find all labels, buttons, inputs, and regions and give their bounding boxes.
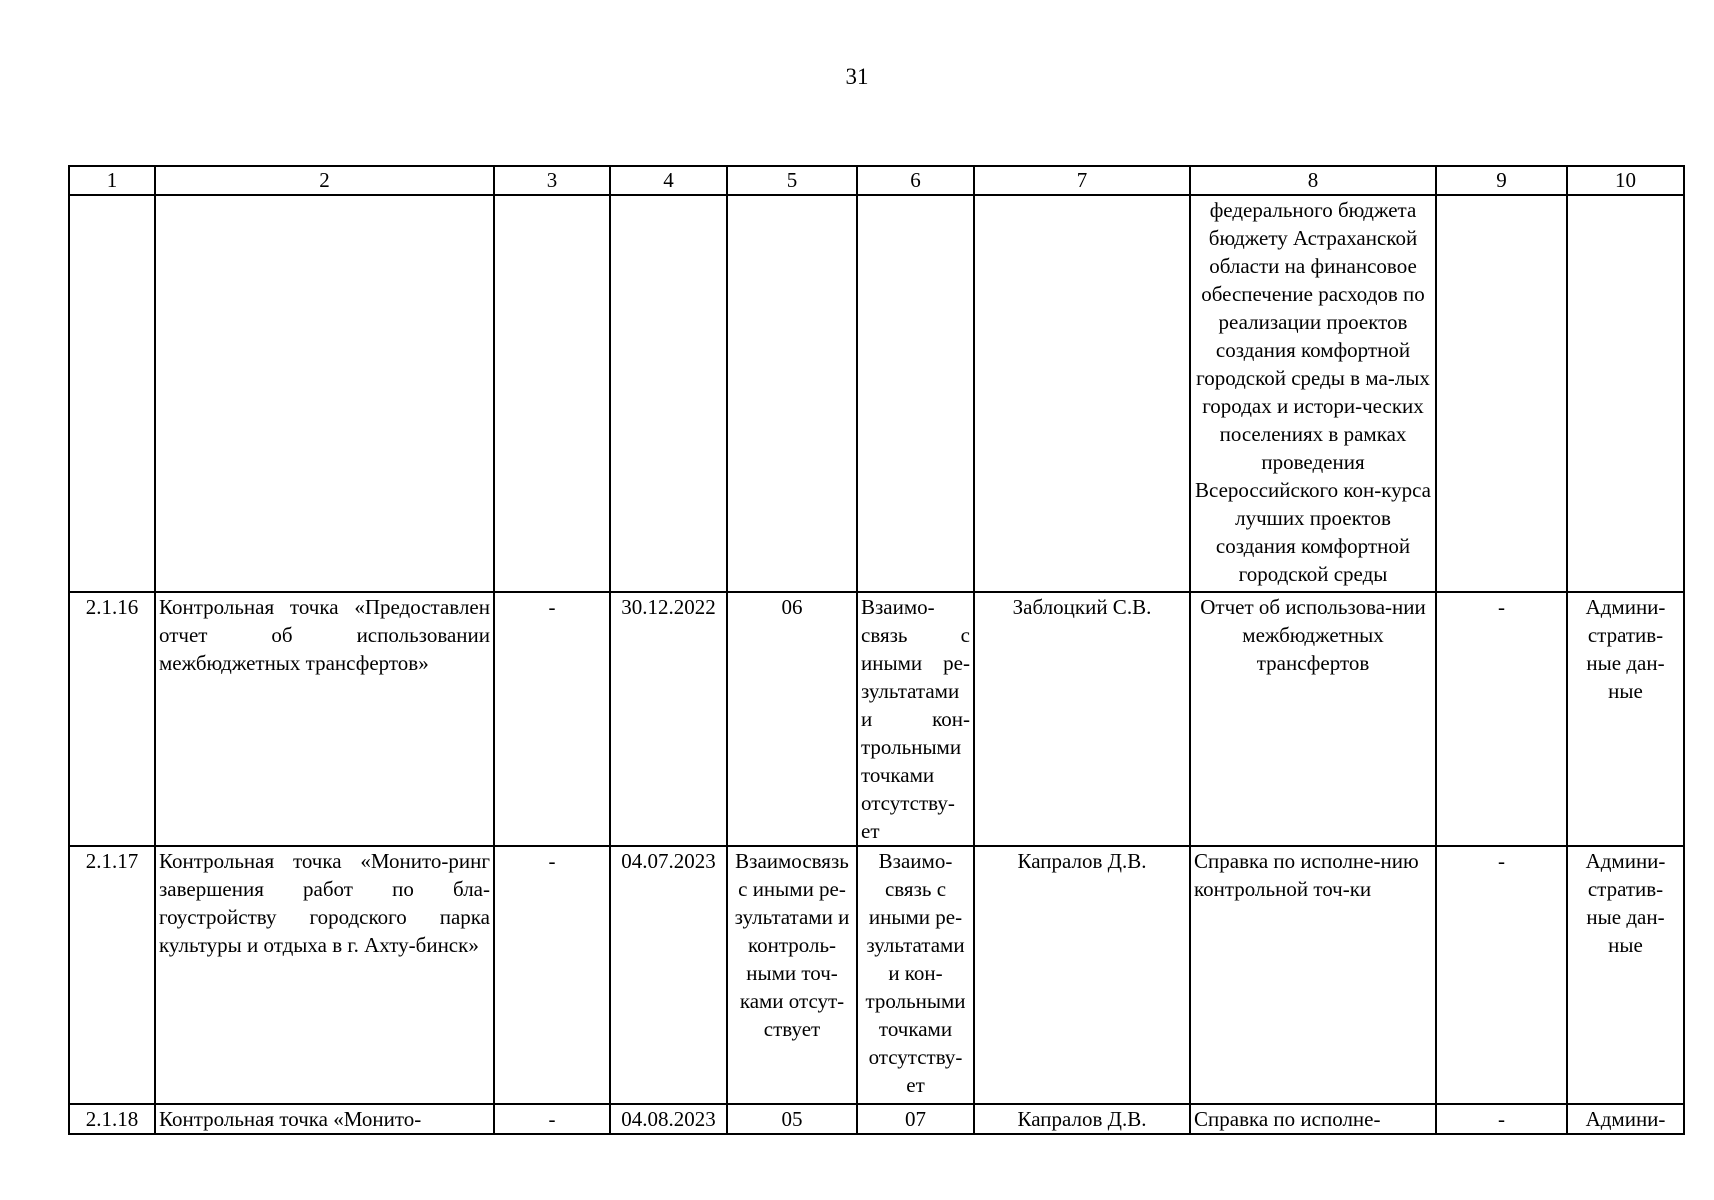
column-header-4: 4 [610,166,727,195]
data-source: Админи-стратив-ные дан-ные [1567,846,1684,1104]
col5-value: 06 [727,592,857,846]
responsible-person: Капралов Д.В. [974,1104,1190,1134]
cell [857,195,974,592]
column-header-2: 2 [155,166,494,195]
continued-text-cell: федерального бюджета бюджету Астраханской области на финансовое обеспечение расходов по реализации проектов создания комфортной городской среды в ма-лых городах и истори-ческих поселениях в рамках проведения Всероссийского кон-курса лучших проектов создания комфортной городской среды [1190,195,1436,592]
table-row [69,592,1684,846]
control-points-table [68,165,1685,1135]
control-point-name: Контрольная точка «Монито-ринг завершения работ по бла-гоустройству городского парка культуры и отдыха в г. Ахту-бинск» [155,846,494,1104]
column-header-5: 5 [727,166,857,195]
control-point-name: Контрольная точка «Предоставлен отчет об использовании межбюджетных трансфертов» [155,592,494,846]
col3-value: - [494,592,610,846]
responsible-person: Капралов Д.В. [974,846,1190,1104]
column-header-10: 10 [1567,166,1684,195]
date-value: 30.12.2022 [610,592,727,846]
col5-value: Взаимосвязь с иными ре-зультатами и контроль-ными точ-ками отсут-ствует [727,846,857,1104]
page-number: 31 [845,64,869,89]
cell [1436,195,1567,592]
responsible-person: Заблоцкий С.В. [974,592,1190,846]
column-header-8: 8 [1190,166,1436,195]
table-row [69,1104,1684,1134]
col6-value: 07 [857,1104,974,1134]
col9-value: - [1436,592,1567,846]
cell [69,195,155,592]
cell [974,195,1190,592]
col9-value: - [1436,846,1567,1104]
document-type: Справка по исполне-нию контрольной точ-ки [1190,846,1436,1104]
col5-value: 05 [727,1104,857,1134]
cell [1567,195,1684,592]
document-type: Справка по исполне- [1190,1104,1436,1134]
column-header-9: 9 [1436,166,1567,195]
col6-value: Взаимо-связь с иными ре-зультатами и кон-трольными точками отсутству-ет [857,592,974,846]
column-header-7: 7 [974,166,1190,195]
table-row [69,846,1684,1104]
continuation-row [69,195,1684,592]
column-header-3: 3 [494,166,610,195]
cell [155,195,494,592]
date-value: 04.07.2023 [610,846,727,1104]
cell [727,195,857,592]
row-number: 2.1.17 [69,846,155,1104]
header-row [69,166,1684,195]
control-point-name: Контрольная точка «Монито- [155,1104,494,1134]
date-value: 04.08.2023 [610,1104,727,1134]
row-number: 2.1.16 [69,592,155,846]
document-type: Отчет об использова-нии межбюджетных трансфертов [1190,592,1436,846]
row-number: 2.1.18 [69,1104,155,1134]
cell [610,195,727,592]
column-header-1: 1 [69,166,155,195]
data-source: Админи-стратив-ные дан-ные [1567,592,1684,846]
col9-value: - [1436,1104,1567,1134]
col6-value: Взаимо-связь с иными ре-зультатами и кон-трольными точками отсутству-ет [857,846,974,1104]
data-source: Админи- [1567,1104,1684,1134]
col3-value: - [494,846,610,1104]
column-header-6: 6 [857,166,974,195]
cell [494,195,610,592]
col3-value: - [494,1104,610,1134]
